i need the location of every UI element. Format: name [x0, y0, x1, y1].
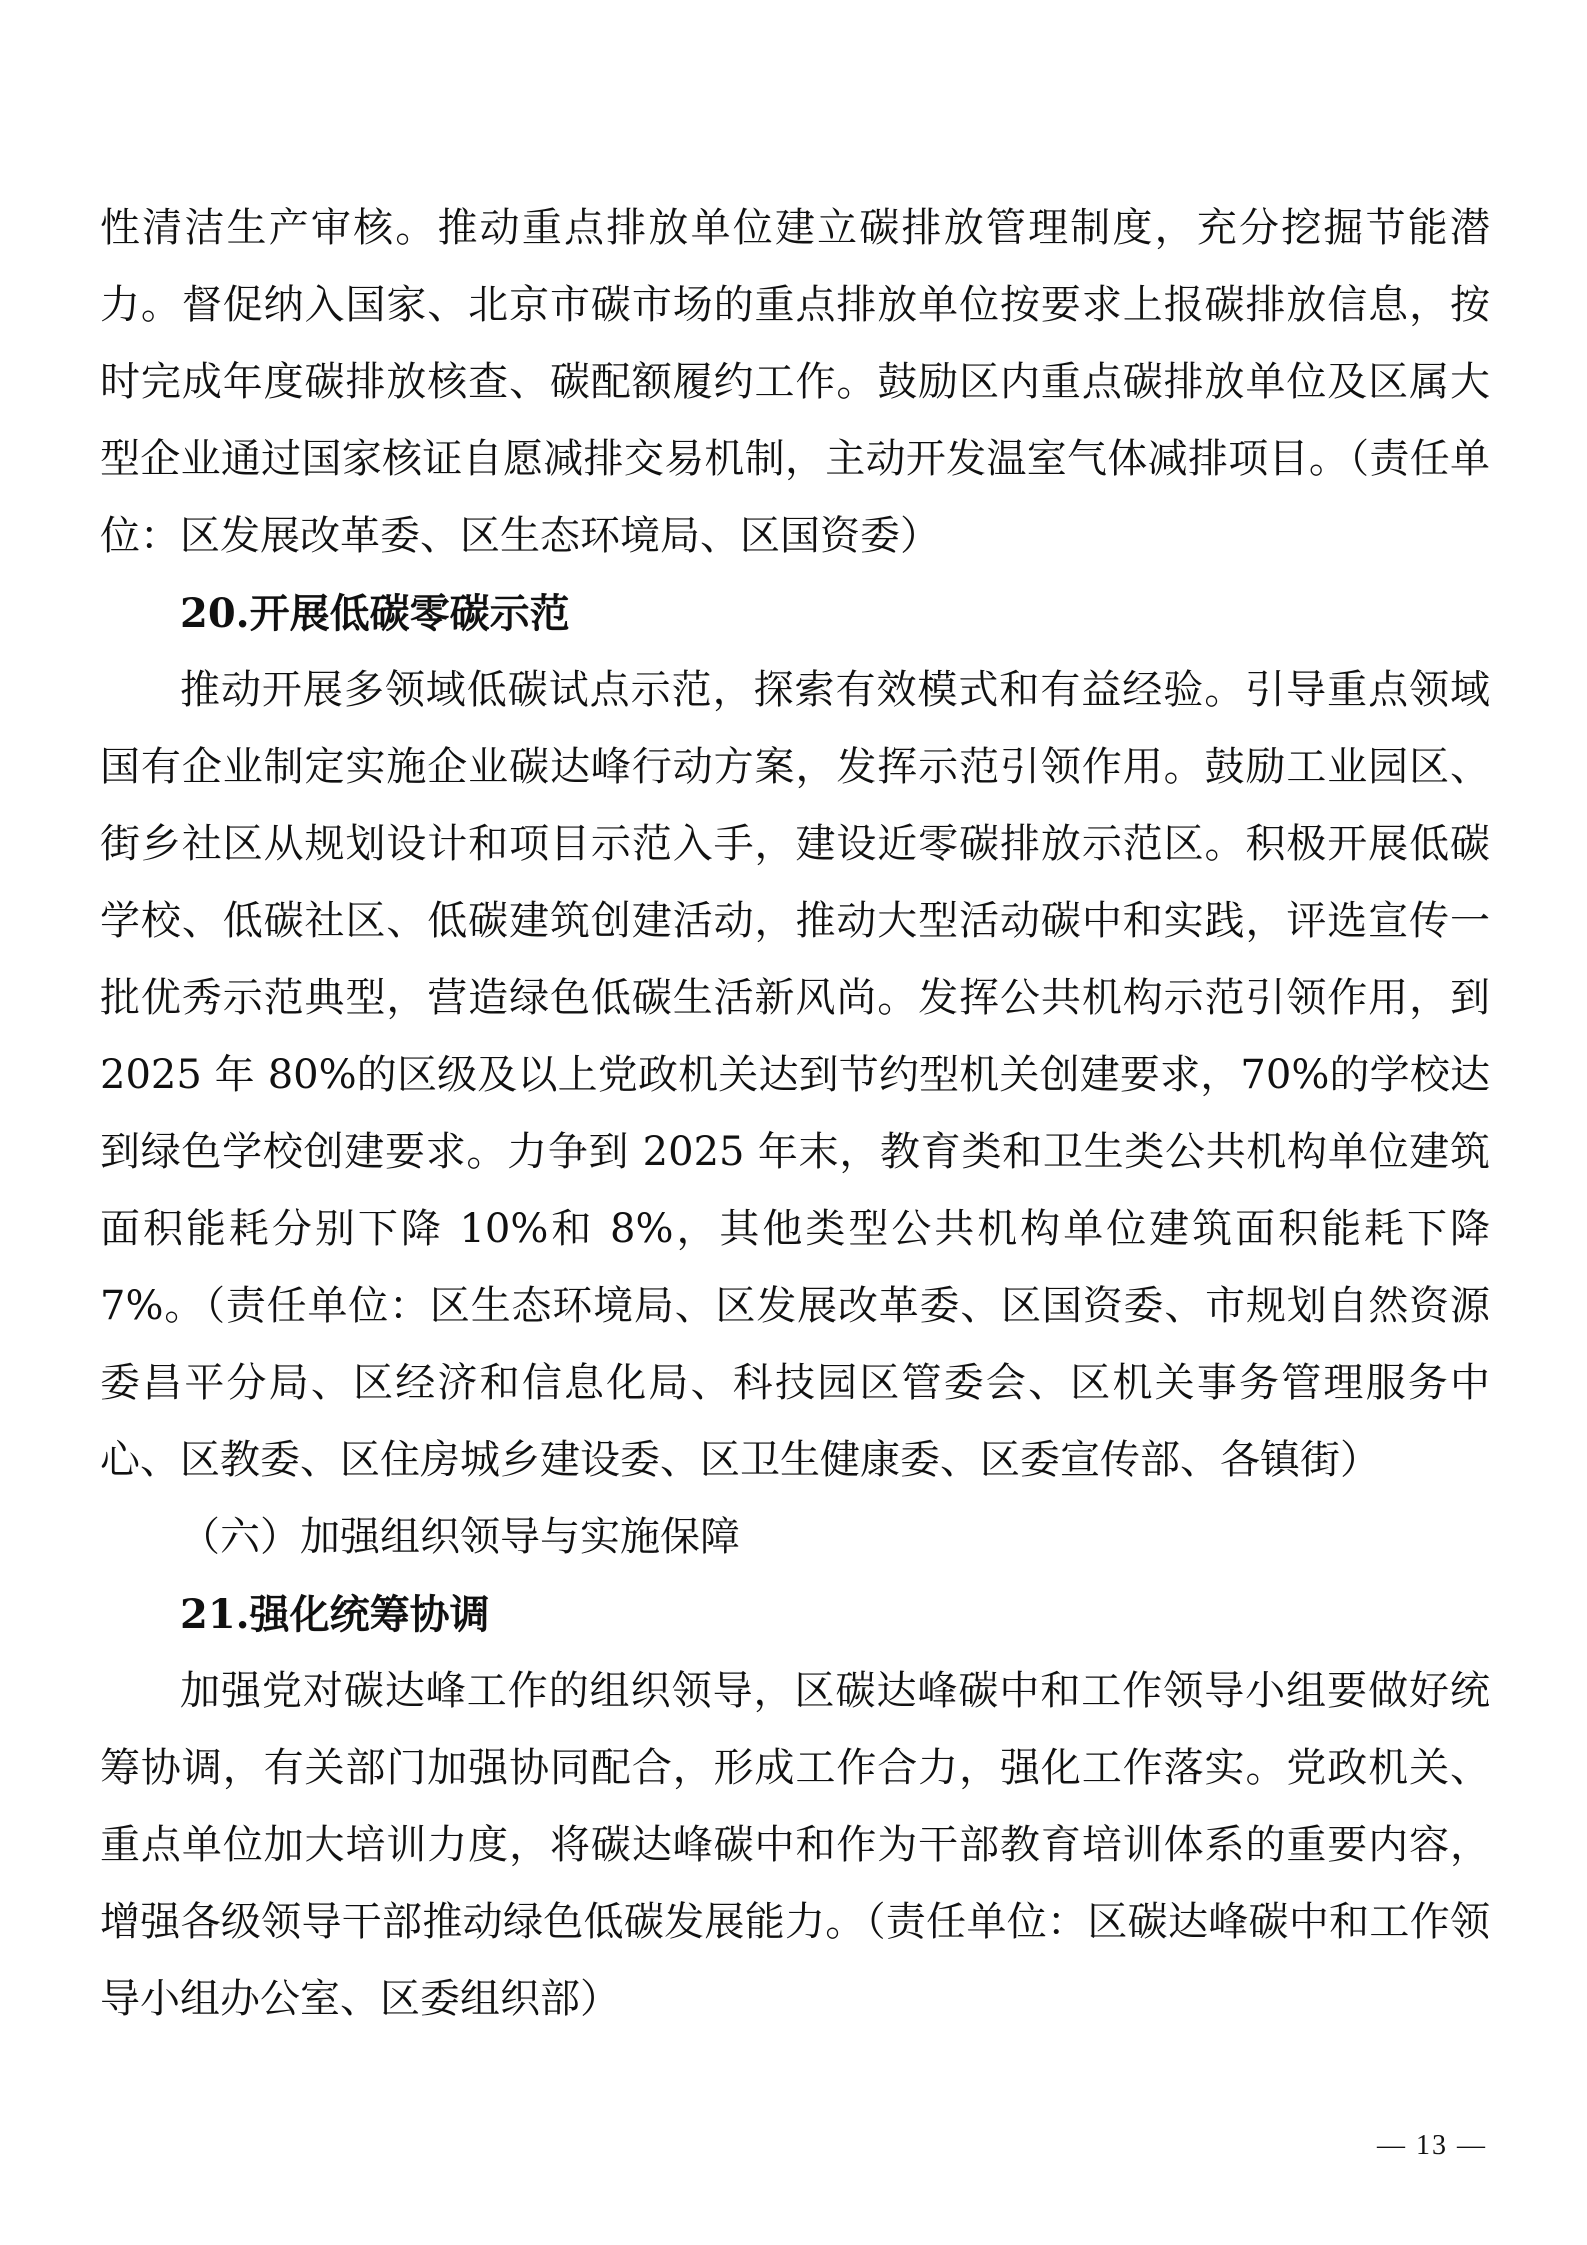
- section-heading-6: （六）加强组织领导与实施保障: [180, 1514, 740, 1560]
- paragraph-item-20: 推动开展多领域低碳试点示范，探索有效模式和有益经验。引导重点领域国有企业制定实施企业碳达峰行动方案，发挥示范引领作用。鼓励工业园区、街乡社区从规划设计和项目示范入手，建设近零碳排放示范区。积极开展低碳学校、低碳社区、低碳建筑创建活动，推动大型活动碳中和实践，评选宣传一批优秀示范典型，营造绿色低碳生活新风尚。发挥公共机构示范引领作用，到 2025 年 80%的区级及以上党政机关达到节约型机关创建要求，70%的学校达到绿色学校创建要求。力争到 2025 年末，教育类和卫生类公共机构单位建筑面积能耗分别下降 10%和 8%，其他类型公共机构单位建筑面积能耗下降 7%。（责任单位：区生态环境局、区发展改革委、区国资委、市规划自然资源委昌平分局、区经济和信息化局、科技园区管委会、区机关事务管理服务中心、区教委、区住房城乡建设委、区卫生健康委、区委宣传部、各镇街）: [100, 667, 1490, 1483]
- page-number: — 13 —: [1377, 2130, 1487, 2161]
- paragraph-continued: 性清洁生产审核。推动重点排放单位建立碳排放管理制度，充分挖掘节能潜力。督促纳入国家、北京市碳市场的重点排放单位按要求上报碳排放信息，按时完成年度碳排放核查、碳配额履约工作。鼓励区内重点碳排放单位及区属大型企业通过国家核证自愿减排交易机制，主动开发温室气体减排项目。（责任单位：区发展改革委、区生态环境局、区国资委）: [100, 205, 1490, 559]
- paragraph-item-21: 加强党对碳达峰工作的组织领导，区碳达峰碳中和工作领导小组要做好统筹协调，有关部门加强协同配合，形成工作合力，强化工作落实。党政机关、重点单位加大培训力度，将碳达峰碳中和作为干部教育培训体系的重要内容，增强各级领导干部推动绿色低碳发展能力。（责任单位：区碳达峰碳中和工作领导小组办公室、区委组织部）: [100, 1668, 1490, 2022]
- heading-item-20: 20.开展低碳零碳示范: [180, 590, 570, 637]
- document-page: [100, 190, 1490, 2038]
- heading-item-21: 21.强化统筹协调: [180, 1591, 490, 1638]
